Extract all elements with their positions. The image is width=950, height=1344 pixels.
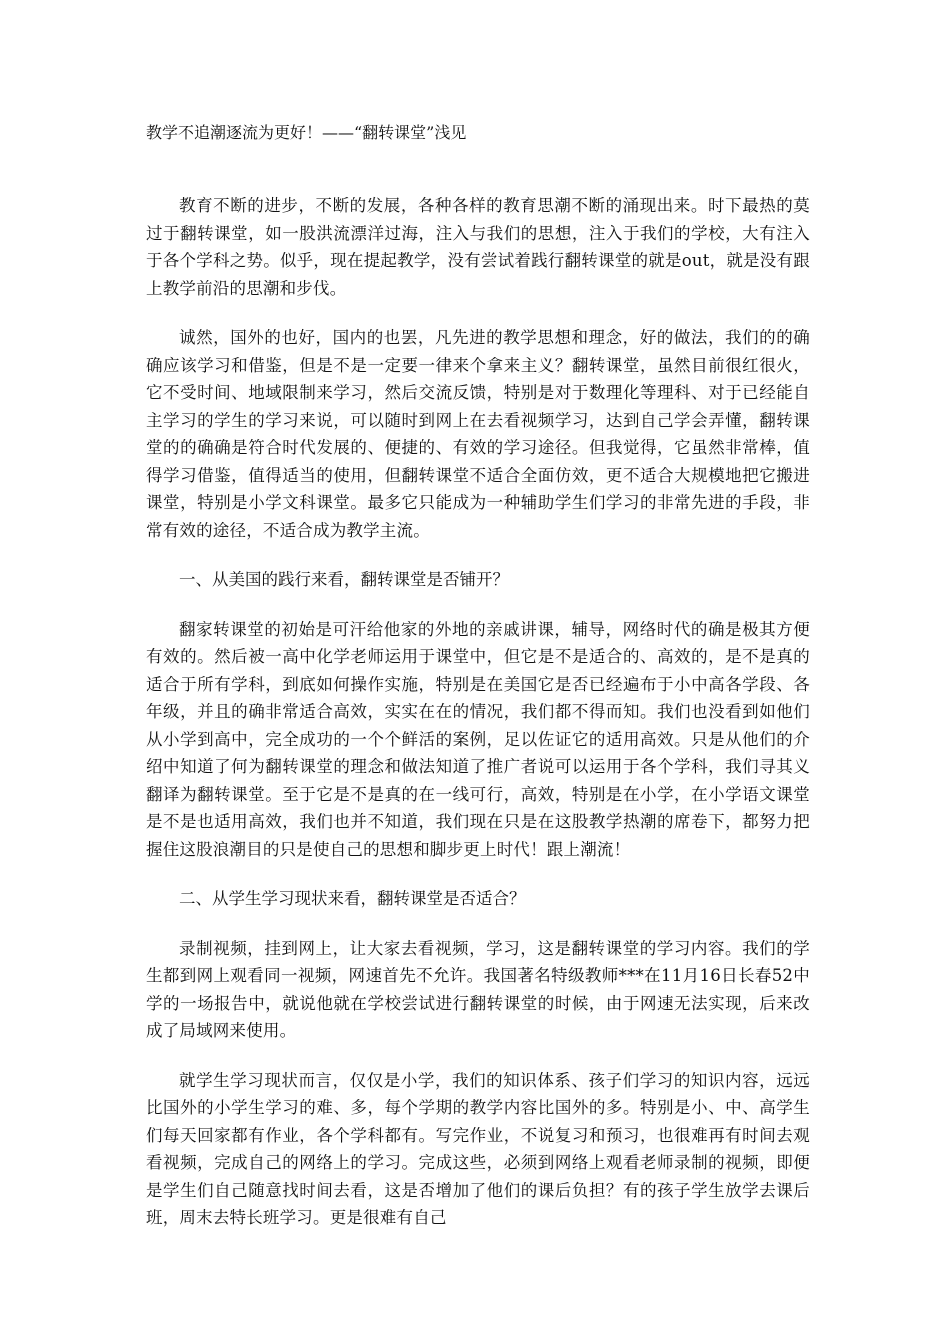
paragraph-intro: 教育不断的进步，不断的发展，各种各样的教育思潮不断的涌现出来。时下最热的莫过于翻转课堂，如一股洪流漂洋过海，注入与我们的思想，注入于我们的学校，大有注入于各个学科之势。似乎，现在提起教学，没有尝试着践行翻转课堂的就是out，就是没有跟上教学前沿的思潮和步伐。 — [146, 196, 810, 298]
document-page — [146, 120, 810, 1254]
paragraph-section-1: 翻家转课堂的初始是可汗给他家的外地的亲戚讲课，辅导，网络时代的确是极其方便有效的。然后被一高中化学老师运用于课堂中，但它是不是适合的、高效的，是不是真的适合于所有学科，到底如何操作实施，特别是在美国它是否已经遍布于小中高各学段、各年级，并且的确非常适合高效，实实在在的情况，我们都不得而知。我们也没看到如他们从小学到高中，完全成功的一个个鲜活的案例，足以佐证它的适用高效。只是从他们的介绍中知道了何为翻转课堂的理念和做法知道了推广者说可以运用于各个学科，我们寻其义翻译为翻转课堂。至于它是不是真的在一线可行，高效，特别是在小学，在小学语文课堂是不是也适用高效，我们也并不知道，我们现在只是在这股教学热潮的席卷下，都努力把握住这股浪潮目的只是使自己的思想和脚步更上时代！跟上潮流！ — [146, 619, 810, 859]
section-heading-2: 二、从学生学习现状来看，翻转课堂是否适合？ — [179, 889, 526, 908]
paragraph-argument: 诚然，国外的也好，国内的也罢，凡先进的教学思想和理念，好的做法，我们的的确确应该学习和借鉴，但是不是一定要一律来个拿来主义？翻转课堂，虽然目前很红很火，它不受时间、地域限制来学习，然后交流反馈，特别是对于数理化等理科、对于已经能自主学习的学生的学习来说，可以随时到网上在去看视频学习，达到自己学会弄懂，翻转课堂的的确确是符合时代发展的、便捷的、有效的学习途径。但我觉得，它虽然非常棒，值得学习借鉴，值得适当的使用，但翻转课堂不适合全面仿效，更不适合大规模地把它搬进课堂，特别是小学文科课堂。最多它只能成为一种辅助学生们学习的非常先进的手段，非常有效的途径，不适合成为教学主流。 — [146, 328, 810, 540]
section-heading-1: 一、从美国的践行来看，翻转课堂是否铺开？ — [179, 570, 509, 589]
paragraph-section-2b: 就学生学习现状而言，仅仅是小学，我们的知识体系、孩子们学习的知识内容，远远比国外的小学生学习的难、多，每个学期的教学内容比国外的多。特别是小、中、高学生们每天回家都有作业，各个学科都有。写完作业，不说复习和预习，也很难再有时间去观看视频，完成自己的网络上的学习。完成这些，必须到网络上观看老师录制的视频，即便是学生们自己随意找时间去看，这是否增加了他们的课后负担？有的孩子学生放学去课后班，周末去特长班学习。更是很难有自己 — [146, 1070, 810, 1227]
paragraph-section-2a: 录制视频，挂到网上，让大家去看视频，学习，这是翻转课堂的学习内容。我们的学生都到网上观看同一视频，网速首先不允许。我国著名特级教师***在11月16日长春52中学的一场报告中，就说他就在学校尝试进行翻转课堂的时候，由于网速无法实现，后来改成了局域网来使用。 — [146, 938, 810, 1040]
document-title: 教学不追潮逐流为更好！——“翻转课堂”浅见 — [146, 123, 467, 142]
